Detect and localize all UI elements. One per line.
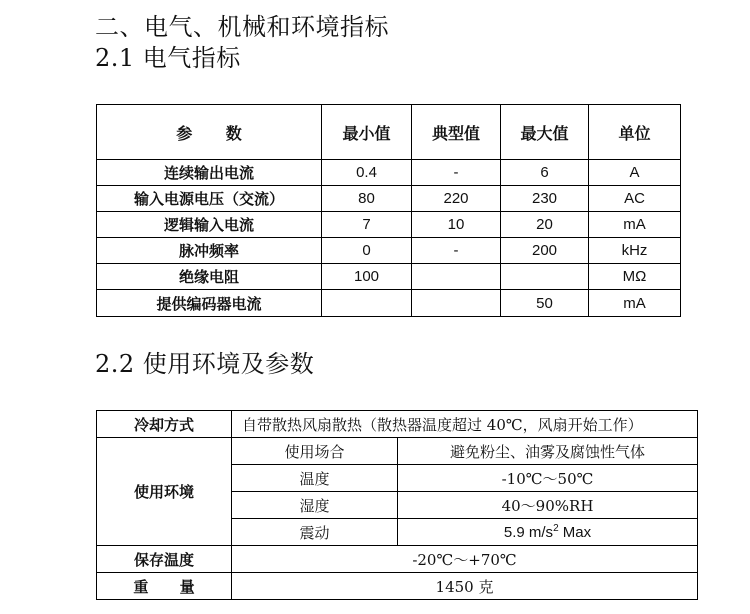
electrical-heading: 2.1 电气指标 — [95, 44, 241, 72]
vibration-value — [398, 519, 698, 546]
unit-value: AC — [589, 186, 681, 212]
min-value: 0.4 — [322, 160, 412, 186]
storage-temp-label: 保存温度 — [97, 546, 232, 573]
section-heading: 二、电气、机械和环境指标 — [95, 13, 389, 41]
typical-value: 220 — [412, 186, 501, 212]
table-row — [97, 290, 681, 317]
header-unit: 单位 — [589, 105, 681, 160]
param-name: 脉冲频率 — [97, 238, 322, 264]
max-value: 200 — [501, 238, 589, 264]
humidity-label: 湿度 — [232, 492, 398, 519]
electrical-spec-table — [96, 104, 681, 317]
cooling-label: 冷却方式 — [97, 411, 232, 438]
environment-spec-table — [96, 410, 698, 600]
max-value: 50 — [501, 290, 589, 317]
max-value — [501, 264, 589, 290]
unit-value: A — [589, 160, 681, 186]
min-value: 80 — [322, 186, 412, 212]
vibration-value-main: 5.9 m/s — [503, 524, 554, 541]
storage-temp-value: -20℃～+70℃ — [232, 546, 698, 573]
max-value: 6 — [501, 160, 589, 186]
typical-value: - — [412, 160, 501, 186]
param-name: 提供编码器电流 — [97, 290, 322, 317]
temperature-value: -10℃～50℃ — [398, 465, 698, 492]
max-value: 20 — [501, 212, 589, 238]
min-value: 100 — [322, 264, 412, 290]
usage-sub-label: 使用场合 — [232, 438, 398, 465]
typical-value — [412, 290, 501, 317]
header-typical: 典型值 — [412, 105, 501, 160]
table-row — [97, 212, 681, 238]
temperature-label: 温度 — [232, 465, 398, 492]
header-min: 最小值 — [322, 105, 412, 160]
vibration-value-tail: Max — [558, 524, 592, 541]
param-name: 连续输出电流 — [97, 160, 322, 186]
table-row — [97, 438, 698, 465]
unit-value: MΩ — [589, 264, 681, 290]
max-value: 230 — [501, 186, 589, 212]
table-row — [97, 238, 681, 264]
header-max: 最大值 — [501, 105, 589, 160]
table-row — [97, 573, 698, 600]
typical-value: 10 — [412, 212, 501, 238]
unit-value: kHz — [589, 238, 681, 264]
vibration-value-exponent: 2 — [553, 523, 559, 534]
table-header-row — [97, 105, 681, 160]
vibration-label: 震动 — [232, 519, 398, 546]
cooling-value: 自带散热风扇散热（散热器温度超过 40℃，风扇开始工作） — [232, 411, 698, 438]
environment-heading: 2.2 使用环境及参数 — [95, 350, 315, 378]
weight-label: 重 量 — [97, 573, 232, 600]
typical-value: - — [412, 238, 501, 264]
min-value: 0 — [322, 238, 412, 264]
min-value: 7 — [322, 212, 412, 238]
table-row — [97, 411, 698, 438]
humidity-value: 40～90%RH — [398, 492, 698, 519]
param-name: 绝缘电阻 — [97, 264, 322, 290]
table-row — [97, 546, 698, 573]
usage-value: 避免粉尘、油雾及腐蚀性气体 — [398, 438, 698, 465]
header-parameter: 参 数 — [97, 105, 322, 160]
param-name: 逻辑输入电流 — [97, 212, 322, 238]
table-row — [97, 264, 681, 290]
usage-label: 使用环境 — [97, 438, 232, 546]
unit-value: mA — [589, 212, 681, 238]
typical-value — [412, 264, 501, 290]
min-value — [322, 290, 412, 317]
table-row — [97, 160, 681, 186]
param-name: 输入电源电压（交流） — [97, 186, 322, 212]
table-row — [97, 186, 681, 212]
unit-value: mA — [589, 290, 681, 317]
weight-value: 1450 克 — [232, 573, 698, 600]
